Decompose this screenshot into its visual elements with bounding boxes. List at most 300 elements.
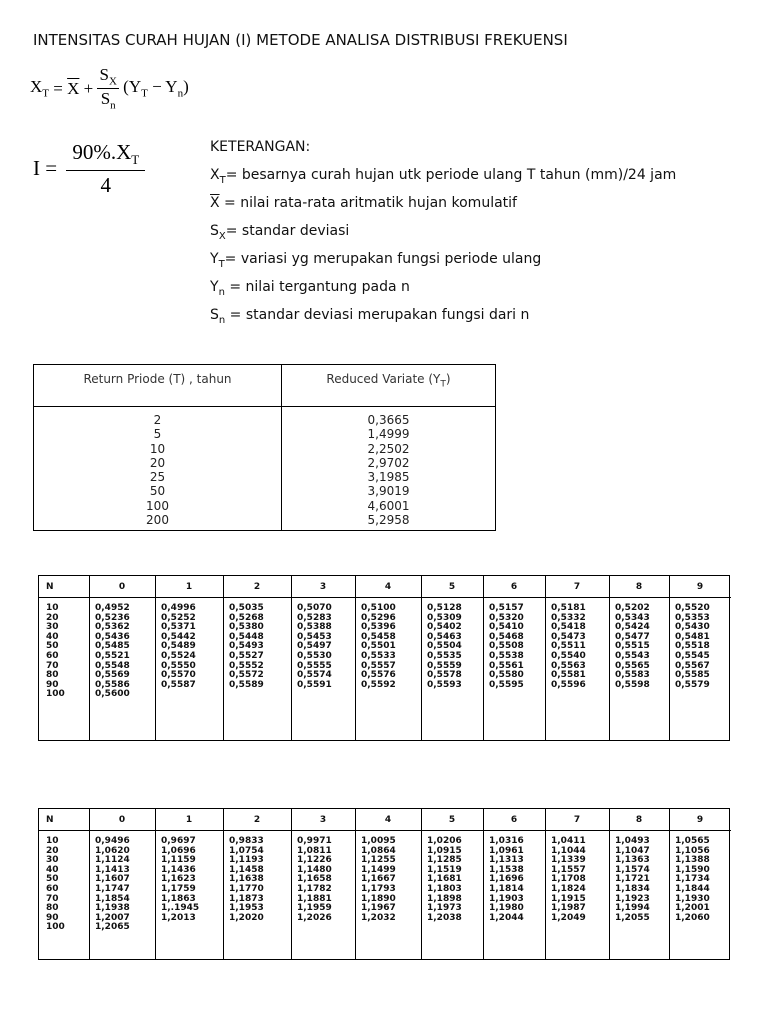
value-cell: 0,5535 [427,650,462,661]
formula-xt-xbar: $\overline{X}$ [67,78,80,98]
n-column [39,831,89,959]
value-cell: 1,1681 [427,874,462,885]
value-column [223,598,291,740]
value-cell [361,923,421,933]
column-header: 8 [609,576,669,598]
n-cell: 10 [46,603,59,613]
legend-item: $Y_n$ = nilai tergantung pada n [210,279,410,298]
value-cell: 1,1519 [427,864,462,875]
column-header: 6 [483,576,545,598]
value-cell: 0,5283 [297,612,332,623]
formula-xt-fraction: $\frac{S_X}{S_n}$ [99,65,117,112]
value-cell [489,923,545,933]
value-cell: 0,5543 [615,650,650,661]
n-cell: 60 [46,883,59,894]
formula-i-fraction: $\frac{90\%.X_T}{4}$ [66,140,145,197]
value-column [421,831,483,959]
value-cell: 1,1590 [675,864,710,875]
value-cell: 1,1959 [297,903,332,914]
value-cell: 0,5586 [95,679,130,690]
value-cell: 0,5268 [229,612,264,623]
value-cell: 1,1967 [361,903,396,914]
value-cell: 0,5589 [229,679,264,690]
value-column [89,598,155,740]
value-cell: 0,9971 [297,836,332,846]
value-cell: 0,5388 [297,622,332,633]
value-cell: 1,1255 [361,855,396,866]
value-column [355,831,421,959]
value-column [609,831,669,959]
value-cell: 0,5518 [675,641,710,652]
value-cell: 0,5497 [297,641,332,652]
n-cell: 90 [46,679,59,690]
value-cell [489,690,545,700]
n-cell: 100 [46,922,65,933]
legend-item: $Y_T=$ variasi yg merupakan fungsi periode ulang [210,251,542,270]
value-cell: 1,1285 [427,855,462,866]
value-cell: 0,5600 [95,689,130,700]
value-cell [427,690,483,700]
value-cell: 1,1793 [361,883,396,894]
legend-item: $X_T=$ besarnya curah hujan utk periode ulang T tahun (mm)/24 jam [210,167,677,186]
value-cell: 1,2044 [489,912,524,923]
n-cell: 10 [46,836,59,846]
value-cell: 1,1313 [489,855,524,866]
value-cell: 0,5591 [297,679,332,690]
value-cell: 1,0864 [361,845,396,856]
column-header: 4 [355,809,421,831]
value-cell: 1,1667 [361,874,396,885]
value-cell: 0,9496 [95,836,130,846]
column-header: 8 [609,809,669,831]
value-cell: 1,1770 [229,883,264,894]
value-cell [675,923,731,933]
value-cell: 1,2020 [229,912,264,923]
value-cell [161,690,223,700]
value-cell: 1,2065 [95,922,130,933]
n-cell: 80 [46,903,59,914]
value-cell: 0,5538 [489,650,524,661]
value-cell: 0,5598 [615,679,650,690]
value-cell: 1,0620 [95,845,130,856]
value-cell: 0,5202 [615,603,650,613]
n-cell: 70 [46,660,59,671]
value-column [483,598,545,740]
period-cell: 10 [149,441,166,456]
value-cell: 1,1436 [161,864,196,875]
n-cell: 40 [46,864,59,875]
value-cell: 1,0915 [427,845,462,856]
column-header: 7 [545,809,609,831]
value-cell: 1,1890 [361,893,396,904]
value-cell: 1,1734 [675,874,710,885]
value-cell [229,690,291,700]
value-cell: 1,1930 [675,893,710,904]
value-cell: 0,5569 [95,670,130,681]
value-cell: 1,1499 [361,864,396,875]
value-cell [675,690,731,700]
n-cell: 50 [46,874,59,885]
formula-i [33,140,145,197]
value-cell: 0,5511 [551,641,586,652]
value-cell: 0,5574 [297,670,332,681]
value-cell: 1,1193 [229,855,264,866]
value-cell: 0,5579 [675,679,710,690]
n-cell: 100 [46,689,65,700]
reduced-variate-column [282,407,495,530]
column-header: 3 [291,576,355,598]
value-cell: 0,5463 [427,631,462,642]
value-cell: 0,5100 [361,603,396,613]
column-header: 7 [545,576,609,598]
value-cell: 1,1903 [489,893,524,904]
value-cell: 0,5596 [551,679,586,690]
n-cell: 40 [46,631,59,642]
value-cell: 0,5371 [161,622,196,633]
value-cell: 0,5540 [551,650,586,661]
value-cell: 1,1863 [161,893,196,904]
column-header: 3 [291,809,355,831]
value-cell: 0,5458 [361,631,396,642]
value-cell: 1,1987 [551,903,586,914]
value-cell: 0,5583 [615,670,650,681]
value-cell: 1,2013 [161,912,196,923]
period-cell: 20 [149,455,166,470]
value-cell: 1,0811 [297,845,332,856]
n-cell: 20 [46,845,59,856]
n-cell: 90 [46,912,59,923]
value-cell: 1,1814 [489,883,524,894]
value-cell: 0,4996 [161,603,196,613]
value-cell: 0,5436 [95,631,130,642]
period-column [34,407,282,530]
period-cell: 25 [149,470,166,485]
header-reduced-variate: Reduced Variate $(Y_T)$ [282,365,495,407]
value-cell: 0,5515 [615,641,650,652]
value-column [155,831,223,959]
value-cell: 0,5533 [361,650,396,661]
reduced-variate-cell: 5,2958 [367,513,410,528]
value-cell: 1,2060 [675,912,710,923]
reduced-variate-cell: 2,2502 [367,441,410,456]
value-cell: 0,5585 [675,670,710,681]
value-cell: 0,5552 [229,660,264,671]
period-cell: 200 [146,513,169,528]
value-cell: 1,1056 [675,845,710,856]
value-cell: 1,1915 [551,893,586,904]
n-cell: 30 [46,622,59,633]
value-cell: 0,5595 [489,679,524,690]
value-cell: 0,5402 [427,622,462,633]
value-cell: 1,1938 [95,903,130,914]
value-cell: 0,5418 [551,622,586,633]
value-cell: 0,5555 [297,660,332,671]
column-header: 9 [669,809,731,831]
value-cell: 0,5410 [489,622,524,633]
formula-xt-eq: = [53,78,63,98]
value-cell: 1,1607 [95,874,130,885]
value-cell: 1,1994 [615,903,650,914]
value-cell: 0,5530 [297,650,332,661]
value-cell: 0,5581 [551,670,586,681]
value-cell [615,923,669,933]
value-cell: 1,0754 [229,845,264,856]
value-cell: 0,5504 [427,641,462,652]
value-column [421,598,483,740]
n-cell: 70 [46,893,59,904]
value-cell: 0,5396 [361,622,396,633]
reduced-variate-cell: 3,9019 [367,484,410,499]
reduced-variate-cell: 4,6001 [367,498,410,513]
period-cell: 5 [153,427,162,442]
sn-table [38,808,730,960]
value-cell: 0,5545 [675,650,710,661]
value-cell: 0,5578 [427,670,462,681]
value-cell: 0,5320 [489,612,524,623]
value-cell: 1,1538 [489,864,524,875]
column-header: 4 [355,576,421,598]
column-header: 5 [421,809,483,831]
value-cell [551,923,609,933]
column-header: 1 [155,809,223,831]
value-cell: 1,1413 [95,864,130,875]
n-cell: 20 [46,612,59,623]
column-header: 6 [483,809,545,831]
legend-item: $\overline{X}$ = nilai rata-rata aritmatik hujan komulatif [210,195,517,211]
page-title: INTENSITAS CURAH HUJAN (I) METODE ANALISA DISTRIBUSI FREKUENSI [33,31,568,49]
value-column [223,831,291,959]
value-column [355,598,421,740]
column-header: 0 [89,809,155,831]
value-cell: 0,5527 [229,650,264,661]
value-cell: 0,5332 [551,612,586,623]
column-header: 2 [223,809,291,831]
yn-table [38,575,730,741]
value-cell: 1,2001 [675,903,710,914]
reduced-variate-cell: 1,4999 [367,427,410,442]
value-cell: 1,1044 [551,845,586,856]
value-cell: 1,1873 [229,893,264,904]
header-return-period: Return Priode (T) , tahun [34,365,282,407]
value-cell: 0,5309 [427,612,462,623]
value-cell: 0,5070 [297,603,332,613]
value-cell [297,923,355,933]
column-header: 0 [89,576,155,598]
value-cell: 0,5453 [297,631,332,642]
value-cell: 0,5576 [361,670,396,681]
value-cell: 1,1574 [615,864,650,875]
value-cell: 0,5252 [161,612,196,623]
value-cell: 0,5559 [427,660,462,671]
value-cell: 1,1388 [675,855,710,866]
value-column [669,831,731,959]
formula-xt-paren: $(Y_T - Y_n)$ [123,77,189,100]
value-cell: 0,5501 [361,641,396,652]
value-cell: 0,5565 [615,660,650,671]
value-cell: 0,5548 [95,660,130,671]
value-cell: 0,5524 [161,650,196,661]
value-cell: 0,5035 [229,603,264,613]
value-cell: 1,2026 [297,912,332,923]
value-cell [427,923,483,933]
value-cell: 1,1480 [297,864,332,875]
value-cell: 0,9833 [229,836,264,846]
value-cell: 1,1803 [427,883,462,894]
n-cell: 80 [46,670,59,681]
value-cell: 0,5424 [615,622,650,633]
period-cell: 2 [153,413,162,427]
value-cell: 0,5181 [551,603,586,613]
value-cell: 0,5592 [361,679,396,690]
value-cell: 0,5430 [675,622,710,633]
value-cell [161,923,223,933]
value-cell: 1,.1945 [161,903,200,914]
value-cell: 0,5481 [675,631,710,642]
value-cell: 1,1047 [615,845,650,856]
value-cell: 1,0696 [161,845,196,856]
value-cell [297,690,355,700]
value-cell: 1,1923 [615,893,650,904]
value-cell: 0,5508 [489,641,524,652]
value-cell: 1,1898 [427,893,462,904]
value-column [669,598,731,740]
value-cell: 1,1159 [161,855,196,866]
value-cell: 0,5557 [361,660,396,671]
value-cell: 0,5477 [615,631,650,642]
reduced-variate-cell: 0,3665 [367,413,410,427]
value-cell: 0,5570 [161,670,196,681]
value-column [291,598,355,740]
formula-i-lhs: I = [33,156,58,181]
value-cell: 0,5343 [615,612,650,623]
column-header: N [39,809,89,831]
value-cell: 0,9697 [161,836,196,846]
value-cell: 0,5362 [95,622,130,633]
formula-xt-plus: + [83,78,94,98]
legend [210,133,676,329]
reduced-variate-table [33,364,496,531]
value-cell: 1,1363 [615,855,650,866]
value-cell: 1,1557 [551,864,586,875]
value-cell: 0,5593 [427,679,462,690]
value-cell: 0,5128 [427,603,462,613]
value-cell [615,690,669,700]
value-cell: 1,1854 [95,893,130,904]
value-cell: 1,0206 [427,836,462,846]
value-cell: 1,1226 [297,855,332,866]
value-cell: 0,5442 [161,631,196,642]
value-cell: 1,1124 [95,855,130,866]
value-cell: 1,1339 [551,855,586,866]
value-cell: 1,0316 [489,836,524,846]
value-cell: 1,1824 [551,883,586,894]
value-cell [229,923,291,933]
value-cell: 1,1747 [95,883,130,894]
value-cell: 1,1973 [427,903,462,914]
reduced-variate-cell: 3,1985 [367,470,410,485]
value-cell: 0,5561 [489,660,524,671]
value-cell [551,690,609,700]
value-cell: 0,5353 [675,612,710,623]
column-header: 5 [421,576,483,598]
value-cell: 1,1782 [297,883,332,894]
n-cell: 30 [46,855,59,866]
n-cell: 60 [46,650,59,661]
column-header: 2 [223,576,291,598]
value-cell: 0,5580 [489,670,524,681]
column-header: 9 [669,576,731,598]
legend-item: $S_n$ = standar deviasi merupakan fungsi dari n [210,307,530,326]
value-cell: 0,4952 [95,603,130,613]
legend-heading: KETERANGAN: [210,139,311,155]
value-cell: 1,0565 [675,836,710,846]
value-cell: 1,1458 [229,864,264,875]
value-cell: 1,1696 [489,874,524,885]
value-cell: 1,1844 [675,883,710,894]
value-cell: 1,2007 [95,912,130,923]
value-cell: 0,5550 [161,660,196,671]
value-cell: 1,1881 [297,893,332,904]
value-cell: 0,5236 [95,612,130,623]
period-cell: 100 [146,498,169,513]
value-cell: 1,1638 [229,874,264,885]
value-cell [361,690,421,700]
value-cell: 0,5448 [229,631,264,642]
column-header: 1 [155,576,223,598]
value-cell: 1,0961 [489,845,524,856]
value-column [155,598,223,740]
value-cell: 1,0095 [361,836,396,846]
value-cell: 0,5587 [161,679,196,690]
value-column [483,831,545,959]
value-cell: 0,5473 [551,631,586,642]
value-cell: 0,5380 [229,622,264,633]
value-cell: 1,0411 [551,836,586,846]
column-header: N [39,576,89,598]
legend-item: $S_X=$ standar deviasi [210,223,350,242]
value-cell: 0,5489 [161,641,196,652]
value-cell: 0,5468 [489,631,524,642]
value-cell: 1,1759 [161,883,196,894]
value-cell: 0,5296 [361,612,396,623]
value-cell: 1,2049 [551,912,586,923]
value-cell: 0,5563 [551,660,586,671]
value-cell: 1,2055 [615,912,650,923]
value-cell: 1,2038 [427,912,462,923]
value-cell: 0,5521 [95,650,130,661]
value-cell: 1,1834 [615,883,650,894]
value-cell: 0,5485 [95,641,130,652]
value-cell: 1,1623 [161,874,196,885]
value-cell: 1,1721 [615,874,650,885]
n-column [39,598,89,740]
value-column [545,598,609,740]
formula-xt-lhs: $X_T$ [30,77,50,100]
value-cell: 0,5567 [675,660,710,671]
value-cell: 0,5572 [229,670,264,681]
value-cell: 1,1708 [551,874,586,885]
value-column [291,831,355,959]
n-cell: 50 [46,641,59,652]
formula-xt [30,65,189,112]
period-cell: 50 [149,484,166,499]
value-cell: 1,1980 [489,903,524,914]
value-cell: 1,2032 [361,912,396,923]
value-column [545,831,609,959]
value-cell: 1,1658 [297,874,332,885]
value-cell: 0,5493 [229,641,264,652]
value-column [609,598,669,740]
